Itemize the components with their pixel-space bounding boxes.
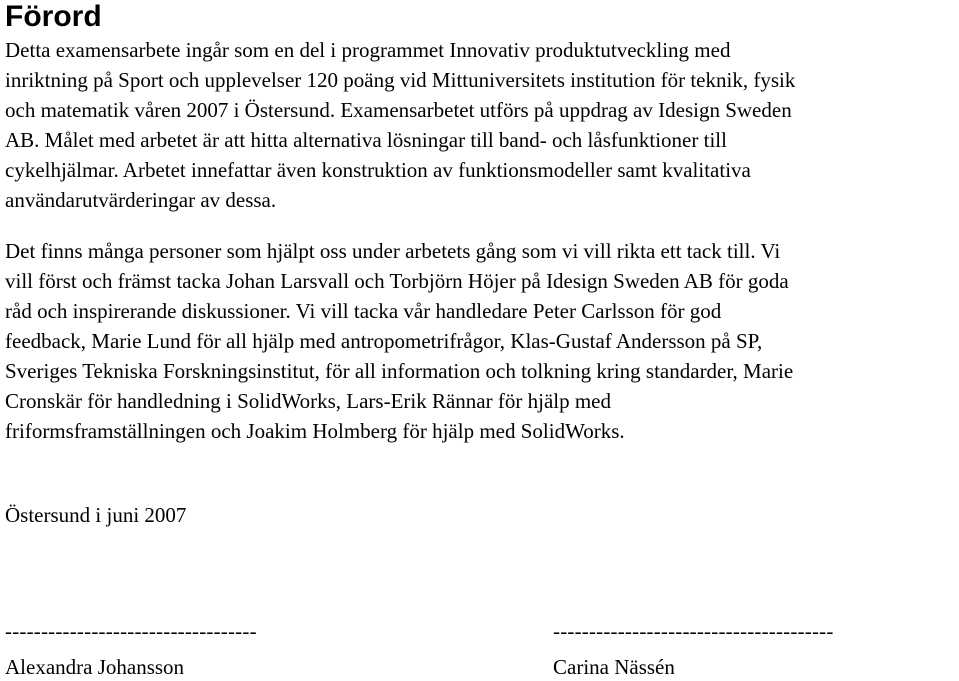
text-line: och matematik våren 2007 i Östersund. Examensarbetet utförs på uppdrag av Idesign Sweden [5, 98, 792, 122]
intro-paragraph [5, 35, 955, 215]
acknowledgement-paragraph [5, 236, 955, 446]
text-line: Detta examensarbete ingår som en del i programmet Innovativ produktutveckling med [5, 38, 731, 62]
signature-block-left [5, 617, 257, 681]
signature-line: --------------------------------------- [553, 619, 834, 643]
signature-block-right [553, 617, 834, 681]
signatory-name: Carina Nässén [553, 655, 675, 679]
text-line: användarutvärderingar av dessa. [5, 188, 277, 212]
text-line: feedback, Marie Lund för all hjälp med antropometrifrågor, Klas-Gustaf Andersson på SP, [5, 329, 763, 353]
text-line: cykelhjälmar. Arbetet innefattar även konstruktion av funktionsmodeller samt kvalitativa [5, 158, 751, 182]
text-line: inriktning på Sport och upplevelser 120 poäng vid Mittuniversitets institution för teknik, fysik [5, 68, 796, 92]
signatory-name: Alexandra Johansson [5, 655, 185, 679]
text-line: AB. Målet med arbetet är att hitta alternativa lösningar till band- och låsfunktioner till [5, 128, 727, 152]
text-line: friformsframställningen och Joakim Holmberg för hjälp med SolidWorks. [5, 419, 625, 443]
place-and-date: Östersund i juni 2007 [5, 503, 187, 527]
text-line: Cronskär för handledning i SolidWorks, Lars-Erik Rännar för hjälp med [5, 389, 612, 413]
text-line: vill först och främst tacka Johan Larsvall och Torbjörn Höjer på Idesign Sweden AB för goda [5, 269, 789, 293]
text-line: Det finns många personer som hjälpt oss under arbetets gång som vi vill rikta ett tack till. Vi [5, 239, 781, 263]
text-line: råd och inspirerande diskussioner. Vi vill tacka vår handledare Peter Carlsson för god [5, 299, 722, 323]
signature-line: ----------------------------------- [5, 619, 257, 643]
page-title: Förord [5, 0, 102, 33]
text-line: Sveriges Tekniska Forskningsinstitut, för all information och tolkning kring standarder, Marie [5, 359, 794, 383]
